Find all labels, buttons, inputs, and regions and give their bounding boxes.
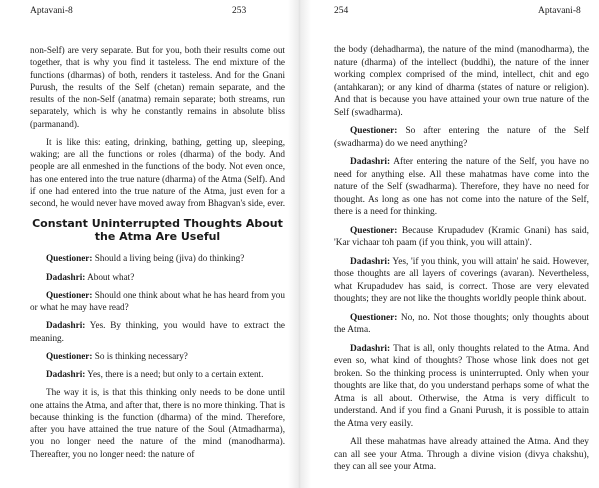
speaker-label: Dadashri: [46, 271, 86, 282]
right-page-body [334, 44, 589, 480]
left-page-number: 253 [232, 6, 247, 16]
dialogue-text: Because Krupadudev (Kramic Gnani) has said, 'Kar vichaar toh paam (if you think, you will attain)'. [334, 225, 589, 248]
dialogue-line [30, 368, 285, 380]
paragraph: All these mahatmas have already attained the Atma. And they can all see your Atma. Through a divine vision (divya chakshu), they can all see your Atma. [334, 437, 589, 472]
dialogue-text: So is thinking necessary? [92, 350, 188, 361]
left-page [0, 0, 288, 488]
dialogue-text: Should a living being (jiva) do thinking? [92, 253, 245, 264]
dialogue-text: Yes. By thinking, you would have to extract the meaning. [30, 320, 285, 343]
dialogue-text: No, no. Not those thoughts; only thoughts about the Atma. [334, 312, 589, 335]
dialogue-line [334, 256, 589, 306]
right-page [311, 0, 599, 488]
paragraph: The way it is, is that this thinking only needs to be done until one attains the Atma, and after that, there is no more thinking. That is because thinking is the function (dharma) of the mind. Therefore, after you have attained the true nature of the Soul (Atmadharma), you no longer need the nature of the mind (manodharma). Thereafter, you no longer need: the nature of [30, 387, 285, 459]
speaker-label: Dadashri: [350, 343, 391, 354]
dialogue-text: That is all, only thoughts related to the Atma. And even so, what kind of thoughts? Those whose link does not get broken. So the thinking process is uninterrupted. Only when your thoughts are like that, do you understand perhaps some of what the Atma is all about. Otherwise, the Atma is very difficult to understand. And if you find a Gnani Purush, it is possible to attain the Atma very easily. [334, 343, 589, 429]
dialogue-text: About what? [85, 271, 135, 282]
dialogue-line [334, 156, 589, 219]
section-heading: Constant Uninterrupted Thoughts About the Atma Are Useful [32, 217, 283, 244]
speaker-label: Dadashri: [46, 320, 86, 331]
speaker-label: Dadashri: [350, 157, 391, 167]
speaker-label: Questioner: [350, 126, 398, 136]
speaker-label: Dadashri: [46, 369, 86, 379]
speaker-label: Questioner: [350, 312, 398, 323]
dialogue-line [334, 312, 589, 337]
paragraph: It is like this: eating, drinking, bathing, getting up, sleeping, waking; are all the functions or roles (dharma) of the body. And people are all enmeshed in the functions of the body. Not even once, has one entered into the true nature (dharma) of the Atma (Self). And if one had entered into the true nature of the Atma, just even for a second, he would never have moved away from Bhagvan's side, ever. [30, 136, 285, 208]
speaker-label: Questioner: [350, 225, 398, 236]
dialogue-line [334, 125, 589, 150]
dialogue-line [30, 350, 285, 362]
dialogue-line [30, 319, 285, 344]
dialogue-line [334, 343, 589, 431]
dialogue-line [334, 225, 589, 250]
dialogue-line [30, 289, 285, 314]
dialogue-line [30, 252, 285, 264]
left-page-body [30, 44, 285, 466]
book-gutter [288, 0, 311, 488]
dialogue-text: Yes, 'if you think, you will attain' he said. However, those thoughts are all layers of coverings (avaran). Nevertheless, what Krupadudev has said, is correct. Those are very elevated thoughts; they are not like the thoughts worldly people think about. [334, 256, 589, 304]
dialogue-text: After entering the nature of the Self, you have no need for anything else. All these mahatmas have come into the nature of the Self (swadharma). Therefore, they have no need for thought. As long as one has not come into the nature of the Self, there is a need for thinking. [334, 157, 589, 217]
speaker-label: Dadashri: [350, 256, 391, 267]
paragraph: non-Self) are very separate. But for you, both their results come out together, that is why you find it tasteless. The end mixture of the functions (dharmas) of both, renders it tasteless. And for the Gnani Purush, the results of the Self (chetan) remain separate, and the results of the non-Self (anatma) remain separate; both streams, run separately, which is why he constantly remains in absolute bliss (parmanand). [30, 45, 285, 129]
dialogue-text: Should one think about what he has heard from you or what he may have read? [30, 289, 285, 312]
right-header-title: Aptavani-8 [538, 6, 581, 16]
dialogue-text: So after entering the nature of the Self (swadharma) do we need anything? [334, 126, 589, 149]
left-header-title: Aptavani-8 [30, 6, 73, 16]
dialogue-text: Yes, there is a need; but only to a certain extent. [85, 369, 264, 379]
speaker-label: Questioner: [46, 350, 93, 361]
dialogue-line [30, 271, 285, 283]
right-page-number: 254 [334, 6, 349, 16]
paragraph: the body (dehadharma), the nature of the mind (manodharma), the nature (dharma) of the intellect (buddhi), the nature of the inner working complex comprised of the mind, intellect, chit and ego (antahkaran); or any kind of dharma (states of nature or religion). And that is because you have attained your own true nature of the Self (swadharma). [334, 45, 589, 118]
speaker-label: Questioner: [46, 253, 93, 264]
speaker-label: Questioner: [46, 289, 93, 300]
